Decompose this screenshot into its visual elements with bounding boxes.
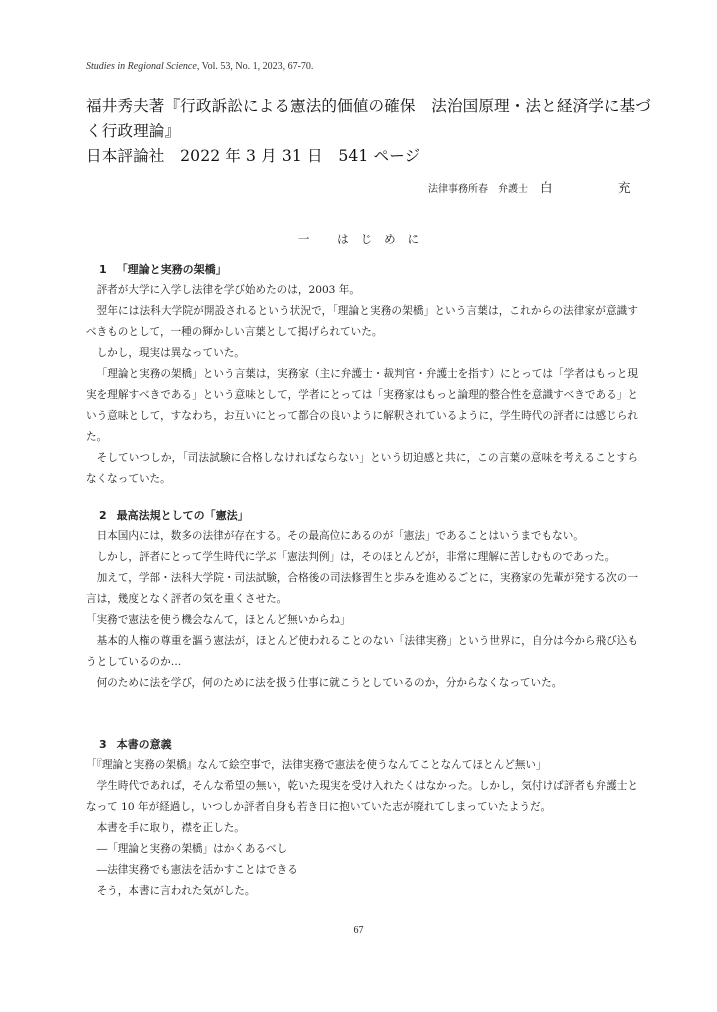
journal-volume-info: , Vol. 53, No. 1, 2023, 67-70. [196, 61, 314, 72]
journal-citation [86, 61, 313, 72]
section-heading-text: 「理論と実務の架橋」 [116, 263, 227, 276]
paragraph: 基本的人権の尊重を謳う憲法が，ほとんど使われることのない「法律実務」という世界に，自分は今から飛び込もうとしているのか… [86, 635, 638, 668]
book-publisher-line: 日本評論社 2022 年 3 月 31 日 541 ページ [86, 147, 421, 165]
section-heading-text: 最高法規としての「憲法」 [116, 509, 249, 522]
reviewer-line [0, 178, 640, 198]
section-2 [86, 505, 638, 694]
section-heading-text: 本書の意義 [116, 738, 172, 751]
journal-name: Studies in Regional Science [86, 61, 197, 72]
section-number: 1 [99, 263, 107, 276]
paragraph: 「理論と実務の架橋」という言葉は，実務家（主に弁護士・裁判官・弁護士を指す）にとっては「学者はもっと現実を理解すべきである」という意味として，学者にとっては「実務家はもっと論理的整合性を意識すべきである」という意味として，すなわち，お互いにとって都合の良いように解釈されているように，学生時代の評者には感じられた。 [86, 368, 638, 443]
paragraph: しかし，現実は異なっていた。 [96, 347, 245, 359]
paragraph: ―「理論と実務の架橋」はかくあるべし [96, 843, 288, 855]
book-title-line-1: 福井秀夫著『行政訴訟による憲法的価値の確保 法治国原理・法と経済学に基づ [86, 97, 651, 115]
paragraph: 評者が大学に入学し法律を学び始めたのは，2003 年。 [96, 284, 360, 296]
section-1 [86, 259, 638, 490]
book-title-line-2: く行政理論』 [86, 122, 181, 140]
paragraph: 「実務で憲法を使う機会なんて，ほとんど無いからね」 [86, 614, 351, 626]
paragraph: 本書を手に取り，襟を正した。 [96, 822, 245, 834]
section-3 [86, 734, 638, 902]
chapter-title: 一 はじめに [297, 232, 432, 246]
section-3-heading [86, 734, 638, 755]
paragraph: 何のために法を学び，何のために法を扱う仕事に就こうとしているのか，分からなくなっていた。 [96, 677, 563, 689]
reviewer-affiliation: 法律事務所春 弁護士 [428, 184, 528, 195]
paragraph: 翌年には法科大学院が開設されるという状況で，「理論と実務の架橋」という言葉は，これからの法律家が意識すべきものとして，一種の輝かしい言葉として掲げられていた。 [86, 305, 638, 338]
reviewer-family-name: 白 [540, 180, 553, 195]
paragraph: ―法律実務でも憲法を活かすことはできる [96, 864, 298, 876]
reviewer-given-name: 充 [618, 180, 631, 195]
section-number: 3 [99, 738, 107, 751]
paragraph: そう，本書に言われた気がした。 [96, 885, 256, 897]
paragraph: しかし，評者にとって学生時代に学ぶ「憲法判例」は，そのほとんどが，非常に理解に苦しむものであった。 [96, 551, 616, 563]
paragraph: 日本国内には，数多の法律が存在する。その最高位にあるのが「憲法」であることはいうまでもない。 [96, 530, 584, 542]
paragraph: 学生時代であれば，そんな希望の無い，乾いた現実を受け入れたくはなかった。しかし，気付けば評者も弁護士となって 10 年が経過し，いつしか評者自身も若き日に抱いていた志が廃れてしまっていたようだ。 [86, 780, 638, 813]
paragraph: 「『理論と実務の架橋』なんて絵空事で，法律実務で憲法を使うなんてことなんてほとんど無い」 [86, 759, 547, 771]
section-2-heading [86, 505, 638, 526]
page-number: 67 [353, 925, 364, 936]
section-1-heading [86, 259, 638, 280]
paragraph: 加えて，学部・法科大学院・司法試験，合格後の司法修習生と歩みを進めるごとに，実務家の先輩が発する次の一言は，幾度となく評者の気を重くさせた。 [86, 572, 638, 605]
paragraph: そしていつしか，「司法試験に合格しなければならない」という切迫感と共に，この言葉の意味を考えることすらなくなっていた。 [86, 452, 638, 485]
book-title-block [86, 94, 651, 169]
section-number: 2 [99, 509, 107, 522]
